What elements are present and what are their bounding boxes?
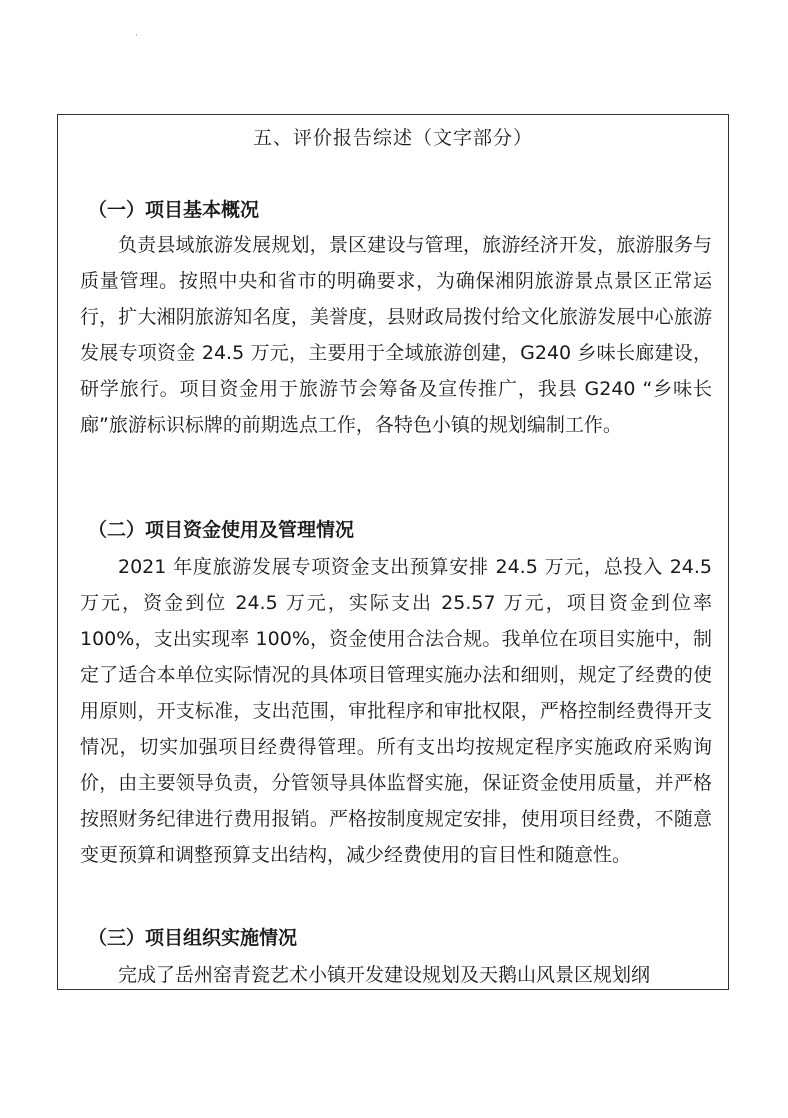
- report-frame: [57, 114, 729, 990]
- heading-funds-management: （二）项目资金使用及管理情况: [88, 519, 355, 541]
- heading-implementation: （三）项目组织实施情况: [88, 927, 298, 949]
- heading-basic-overview: （一）项目基本概况: [88, 199, 260, 221]
- paragraph-basic-overview: 负责县域旅游发展规划，景区建设与管理，旅游经济开发，旅游服务与质量管理。按照中央和省市的明确要求，为确保湘阴旅游景点景区正常运行，扩大湘阴旅游知名度，美誉度，县财政局拨付给文化旅游发展中心旅游发展专项资金 24.5 万元，主要用于全域旅游创建，G240 乡味长廊建设，研学旅行。项目资金用于旅游节会筹备及宣传推广，我县 G240 “乡味长廊”旅游标识标牌的前期选点工作，各特色小镇的规划编制工作。: [80, 234, 712, 436]
- paragraph-funds-management: 2021 年度旅游发展专项资金支出预算安排 24.5 万元，总投入 24.5 万元，资金到位 24.5 万元，实际支出 25.57 万元，项目资金到位率 100%，支出实现率 100%，资金使用合法合规。我单位在项目实施中，制定了适合本单位实际情况的具体项目管理实施办法和细则，规定了经费的使用原则，开支标准，支出范围，审批程序和审批权限，严格控制经费得开支情况，切实加强项目经费得管理。所有支出均按规定程序实施政府采购询价，由主要领导负责，分管领导具体监督实施，保证资金使用质量，并严格按照财务纪律进行费用报销。严格按制度规定安排，使用项目经费，不随意变更预算和调整预算支出结构，减少经费使用的盲目性和随意性。: [80, 556, 712, 866]
- scan-mark: [136, 34, 137, 36]
- paragraph-implementation: 完成了岳州窑青瓷艺术小镇开发建设规划及天鹅山风景区规划纲: [118, 964, 651, 986]
- section-title: 五、评价报告综述（文字部分）: [252, 127, 533, 149]
